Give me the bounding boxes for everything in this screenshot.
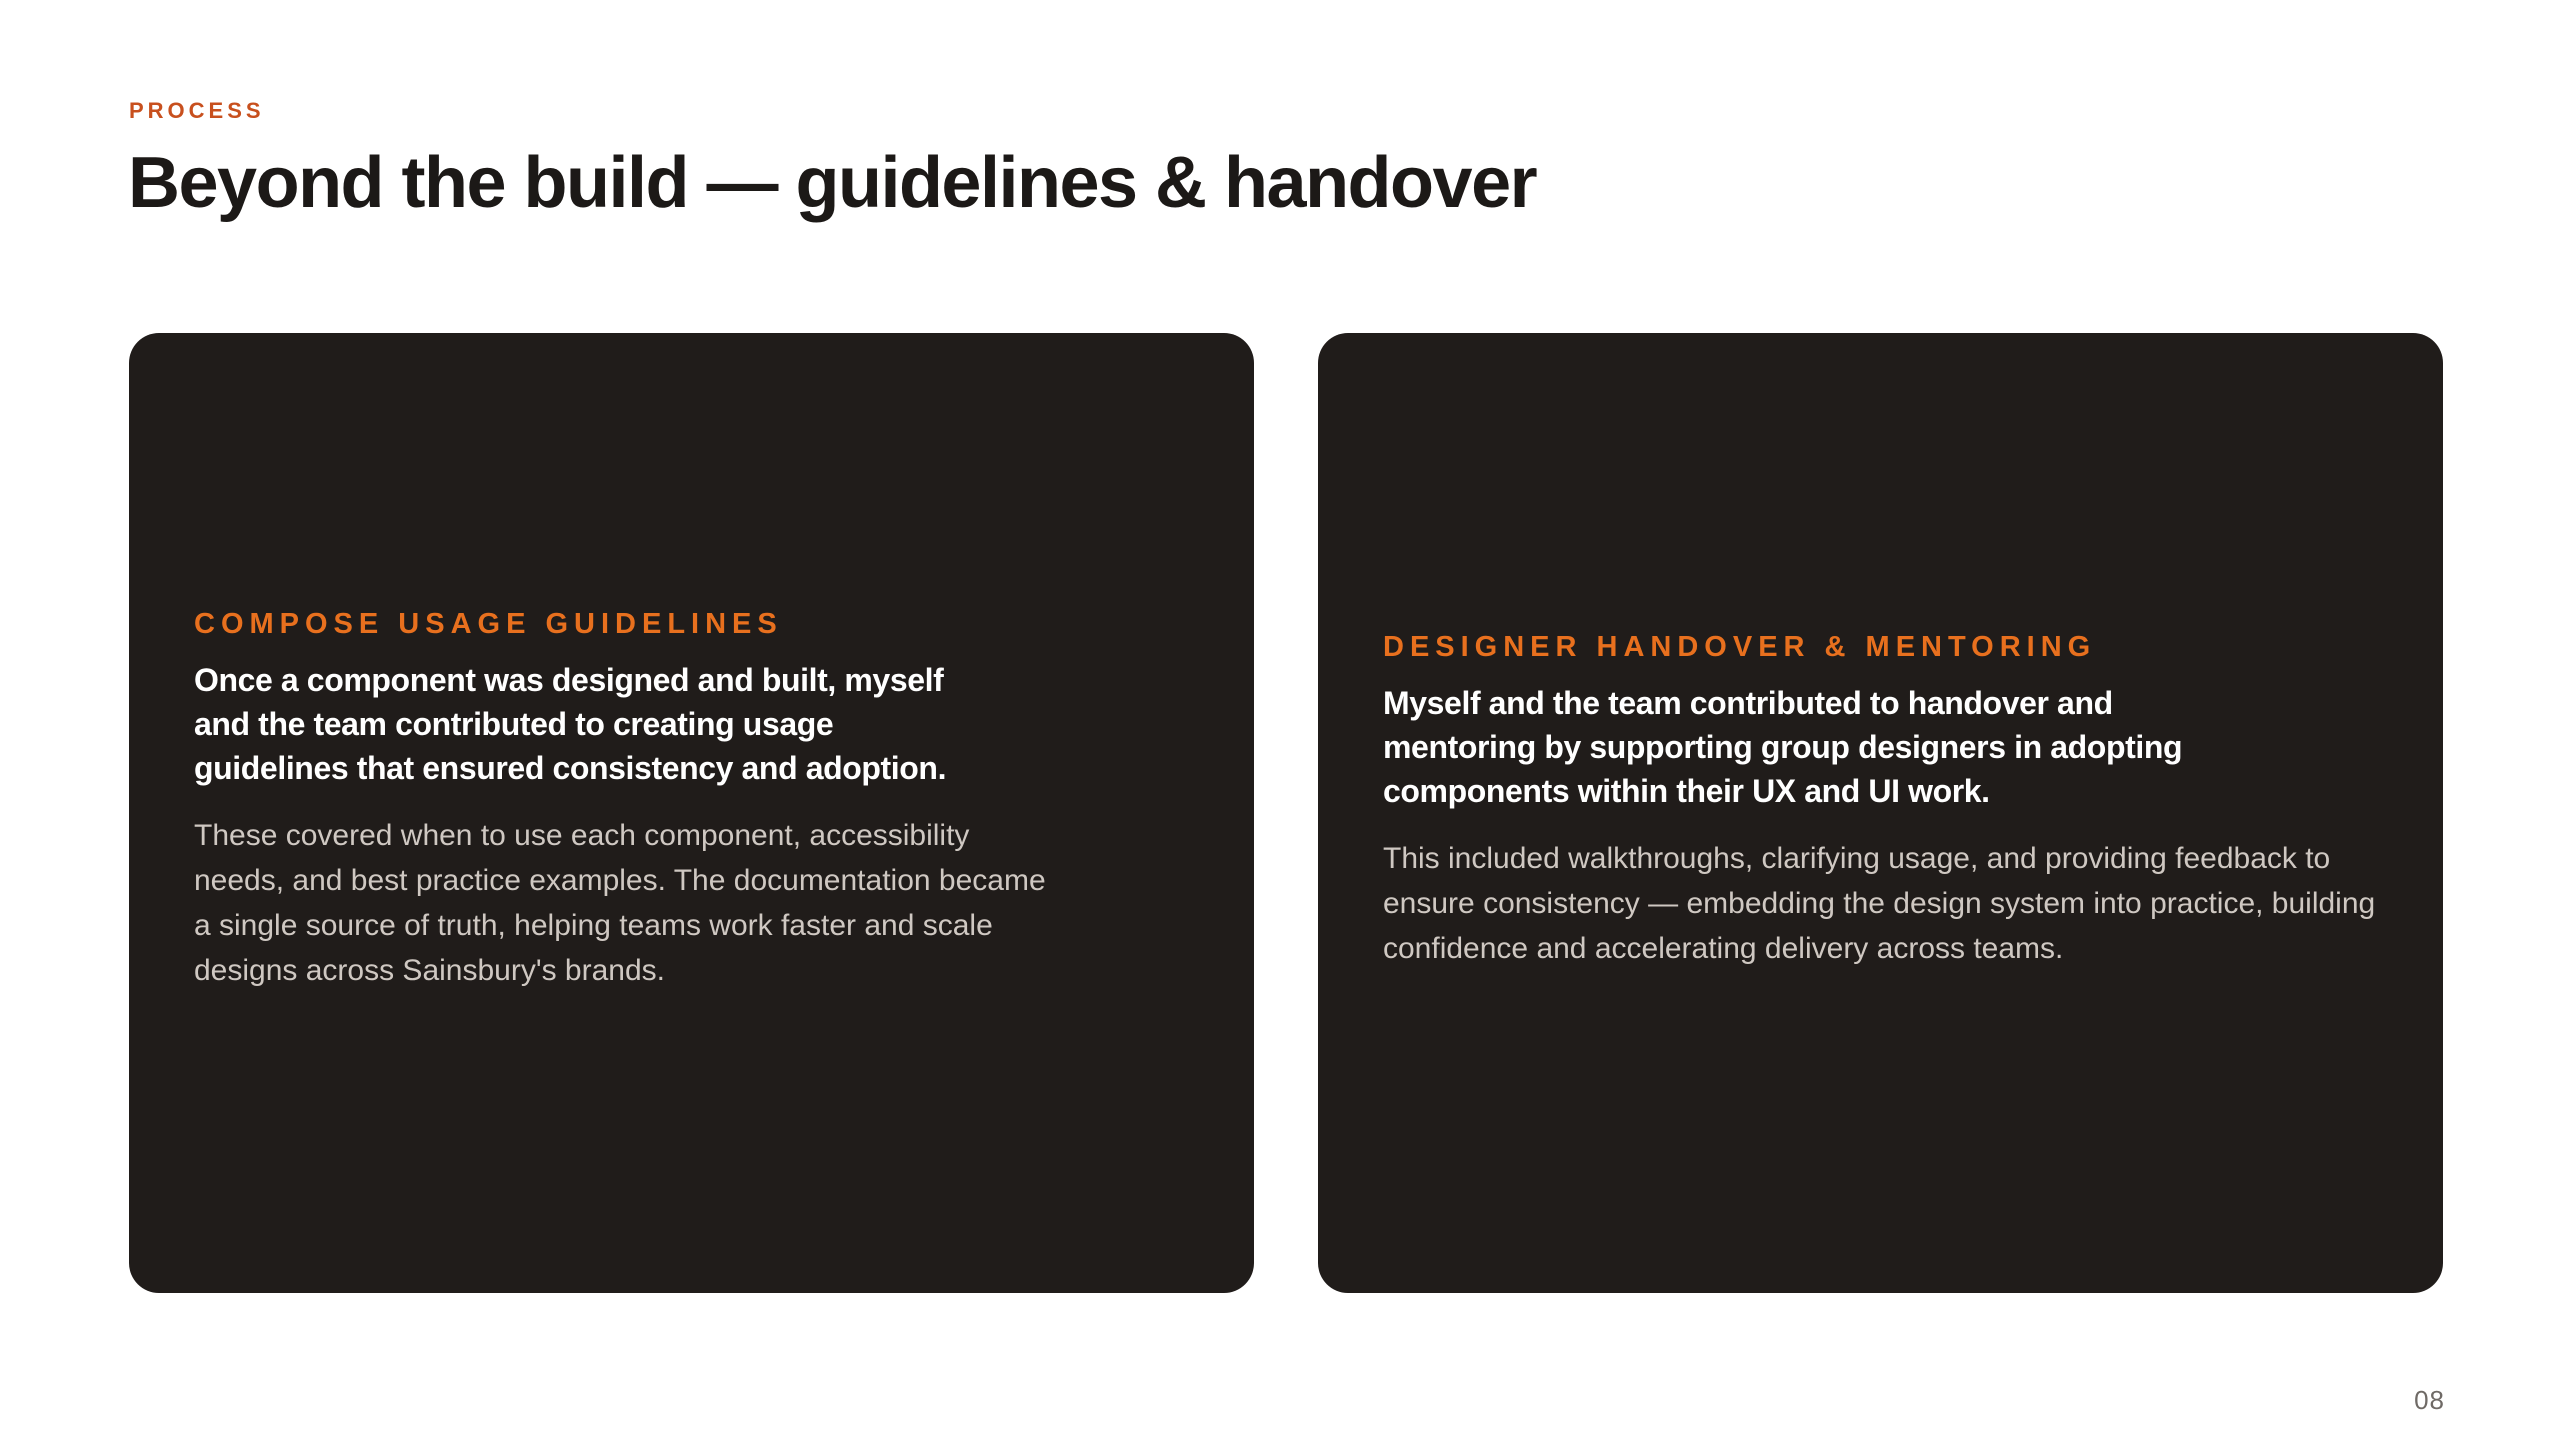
card-content (194, 610, 1214, 993)
card-lead: Once a component was designed and built, myself and the team contributed to creating usage guidelines that ensured consistency and adoption. (194, 662, 947, 786)
card-designer-handover (1318, 333, 2443, 1293)
page-title: Beyond the build — guidelines & handover (128, 143, 1537, 223)
card-label: DESIGNER HANDOVER & MENTORING (1383, 630, 2097, 663)
card-body: These covered when to use each component, accessibility needs, and best practice examples. The documentation became a single source of truth, helping teams work faster and scale designs across Sainsbury's brands. (194, 819, 1046, 987)
card-body: This included walkthroughs, clarifying usage, and providing feedback to ensure consistency — embedding the design system into practice, building confidence and accelerating delivery across teams. (1383, 841, 2376, 965)
page-number: 08 (2414, 1385, 2445, 1415)
card-lead: Myself and the team contributed to handover and mentoring by supporting group designers in adopting components within their UX and UI work. (1383, 684, 2183, 809)
card-content (1383, 630, 2403, 971)
card-label: COMPOSE USAGE GUIDELINES (194, 608, 783, 640)
card-usage-guidelines (129, 333, 1254, 1293)
section-eyebrow: PROCESS (129, 98, 265, 123)
